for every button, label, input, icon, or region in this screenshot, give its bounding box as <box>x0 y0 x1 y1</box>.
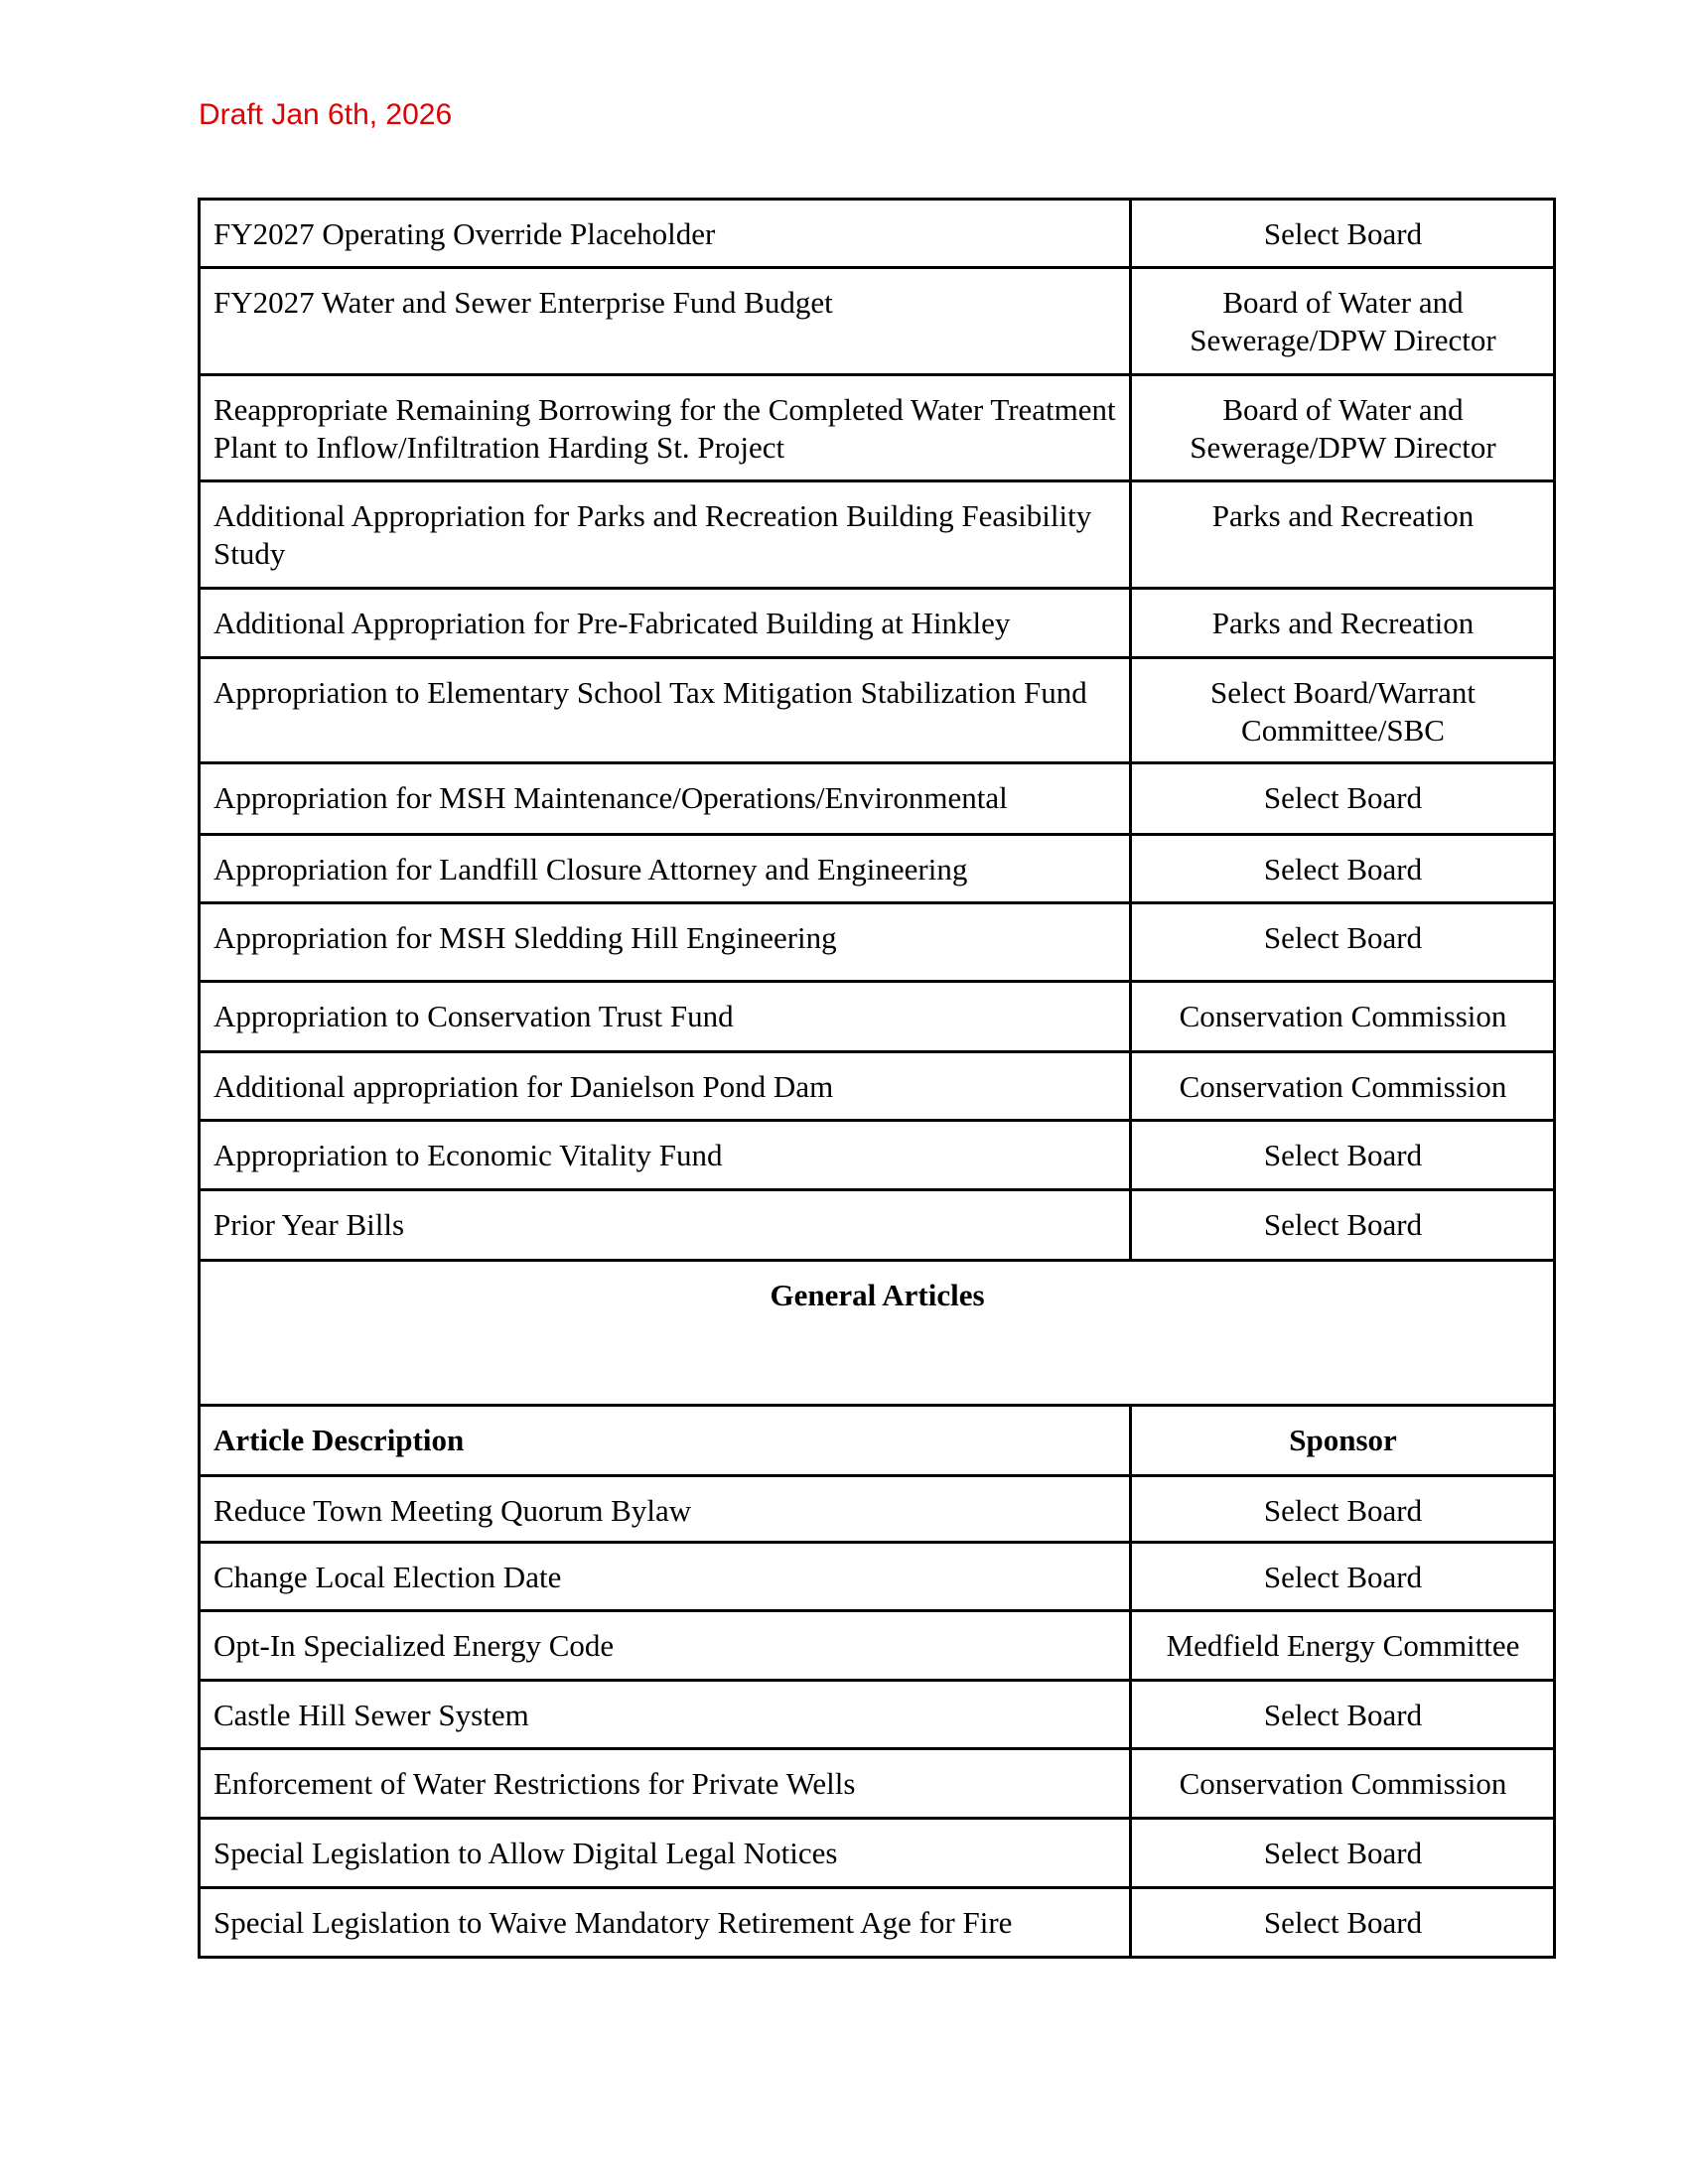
table-row <box>200 1888 1555 1958</box>
table-row <box>200 1476 1555 1543</box>
article-sponsor: Select Board <box>1131 200 1555 268</box>
table-row <box>200 375 1555 481</box>
article-sponsor: Parks and Recreation <box>1131 589 1555 658</box>
article-sponsor: Select Board <box>1131 1543 1555 1611</box>
table-row <box>200 1121 1555 1190</box>
table-row <box>200 481 1555 589</box>
article-description: Change Local Election Date <box>200 1543 1131 1611</box>
table-row <box>200 1190 1555 1261</box>
article-sponsor: Conservation Commission <box>1131 1052 1555 1121</box>
article-sponsor: Select Board <box>1131 1476 1555 1543</box>
article-description: Enforcement of Water Restrictions for Private Wells <box>200 1749 1131 1819</box>
article-sponsor: Select Board <box>1131 1681 1555 1749</box>
article-sponsor: Select Board/Warrant Committee/SBC <box>1131 658 1555 763</box>
article-description: Appropriation for Landfill Closure Attorney and Engineering <box>200 835 1131 903</box>
article-sponsor: Select Board <box>1131 1819 1555 1888</box>
article-description: Opt-In Specialized Energy Code <box>200 1611 1131 1681</box>
article-description: FY2027 Water and Sewer Enterprise Fund Budget <box>200 268 1131 375</box>
article-sponsor: Select Board <box>1131 1121 1555 1190</box>
article-sponsor: Parks and Recreation <box>1131 481 1555 589</box>
table-row <box>200 903 1555 982</box>
column-header-sponsor: Sponsor <box>1131 1406 1555 1476</box>
article-sponsor: Medfield Energy Committee <box>1131 1611 1555 1681</box>
table-row <box>200 1611 1555 1681</box>
article-description: Appropriation to Economic Vitality Fund <box>200 1121 1131 1190</box>
article-description: Appropriation to Elementary School Tax Mitigation Stabilization Fund <box>200 658 1131 763</box>
table-row <box>200 1749 1555 1819</box>
article-description: Additional appropriation for Danielson Pond Dam <box>200 1052 1131 1121</box>
table-row <box>200 200 1555 268</box>
table-row <box>200 1819 1555 1888</box>
warrant-articles-table <box>198 198 1556 1959</box>
article-description: Appropriation to Conservation Trust Fund <box>200 982 1131 1052</box>
section-title: General Articles <box>200 1261 1555 1406</box>
table-row <box>200 658 1555 763</box>
table-row <box>200 589 1555 658</box>
article-description: Reduce Town Meeting Quorum Bylaw <box>200 1476 1131 1543</box>
table-row <box>200 763 1555 835</box>
draft-date-label: Draft Jan 6th, 2026 <box>199 98 453 131</box>
article-description: Appropriation for MSH Sledding Hill Engineering <box>200 903 1131 982</box>
article-description: Additional Appropriation for Parks and Recreation Building Feasibility Study <box>200 481 1131 589</box>
table-row <box>200 268 1555 375</box>
article-description: Additional Appropriation for Pre-Fabricated Building at Hinkley <box>200 589 1131 658</box>
section-heading-row <box>200 1261 1555 1406</box>
article-sponsor: Conservation Commission <box>1131 1749 1555 1819</box>
column-header-row <box>200 1406 1555 1476</box>
article-sponsor: Select Board <box>1131 903 1555 982</box>
table-row <box>200 1052 1555 1121</box>
table-row <box>200 982 1555 1052</box>
table-row <box>200 835 1555 903</box>
article-sponsor: Select Board <box>1131 763 1555 835</box>
column-header-description: Article Description <box>200 1406 1131 1476</box>
article-sponsor: Select Board <box>1131 835 1555 903</box>
article-description: Appropriation for MSH Maintenance/Operations/Environmental <box>200 763 1131 835</box>
article-sponsor: Board of Water and Sewerage/DPW Director <box>1131 375 1555 481</box>
article-sponsor: Conservation Commission <box>1131 982 1555 1052</box>
table-row <box>200 1681 1555 1749</box>
article-description: Reappropriate Remaining Borrowing for the Completed Water Treatment Plant to Inflow/Infiltration Harding St. Project <box>200 375 1131 481</box>
table-row <box>200 1543 1555 1611</box>
article-sponsor: Board of Water and Sewerage/DPW Director <box>1131 268 1555 375</box>
article-description: Special Legislation to Waive Mandatory Retirement Age for Fire <box>200 1888 1131 1958</box>
article-description: Special Legislation to Allow Digital Legal Notices <box>200 1819 1131 1888</box>
article-sponsor: Select Board <box>1131 1888 1555 1958</box>
article-description: FY2027 Operating Override Placeholder <box>200 200 1131 268</box>
article-description: Castle Hill Sewer System <box>200 1681 1131 1749</box>
article-description: Prior Year Bills <box>200 1190 1131 1261</box>
article-sponsor: Select Board <box>1131 1190 1555 1261</box>
